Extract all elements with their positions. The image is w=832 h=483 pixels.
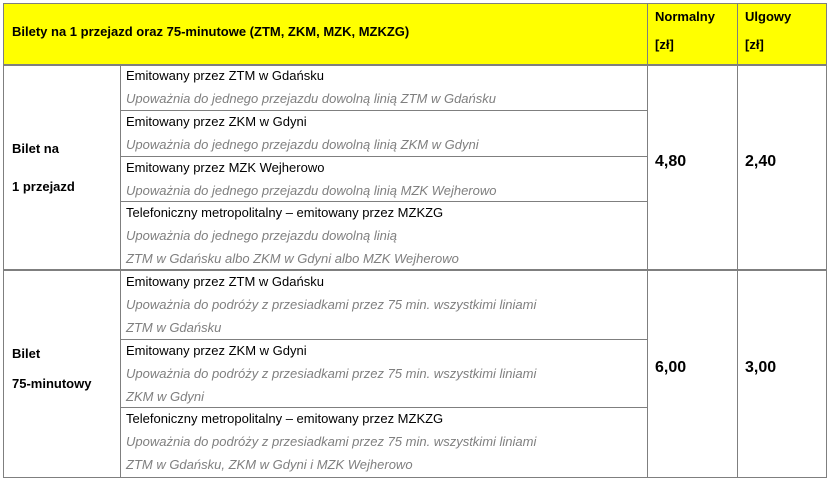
- group-label-line2: 1 przejazd: [12, 179, 75, 194]
- ticket-price-table: [3, 3, 827, 478]
- description-text: Upoważnia do podróży z przesiadkami przez 75 min. wszystkimi liniami: [126, 434, 537, 449]
- description-text: ZTM w Gdańsku: [126, 320, 222, 335]
- table-header-normal-cell: [647, 4, 737, 64]
- ticket-row-mzkzg-75min: [121, 407, 647, 476]
- description-text: ZTM w Gdańsku albo ZKM w Gdyni albo MZK Wejherowo: [126, 251, 459, 266]
- group-label-line2: 75-minutowy: [12, 376, 92, 391]
- ticket-row-zkm-75min: [121, 339, 647, 408]
- group-label-line1: Bilet na: [12, 141, 59, 156]
- ticket-row-ztm-single: [121, 64, 647, 110]
- normal-price-75min: 6,00: [655, 359, 687, 376]
- description-text: Upoważnia do podróży z przesiadkami przez 75 min. wszystkimi liniami: [126, 297, 537, 312]
- column-header-normal: Normalny: [655, 9, 715, 24]
- ticket-row-ztm-75min: [121, 270, 647, 339]
- description-text: ZTM w Gdańsku, ZKM w Gdyni i MZK Wejherowo: [126, 457, 413, 472]
- description-text: Upoważnia do jednego przejazdu dowolną linią: [126, 228, 398, 243]
- col-divider-normal: [647, 4, 648, 478]
- issuer-text: Emitowany przez ZTM w Gdańsku: [126, 274, 324, 289]
- issuer-text: Emitowany przez ZKM w Gdyni: [126, 114, 307, 129]
- reduced-price-75min: 3,00: [745, 359, 777, 376]
- table-header-title-cell: [4, 4, 647, 64]
- issuer-text: Telefoniczny metropolitalny – emitowany przez MZKZG: [126, 411, 444, 426]
- description-text: Upoważnia do jednego przejazdu dowolną linią ZTM w Gdańsku: [126, 91, 496, 106]
- normal-price-single-ride: 4,80: [655, 153, 687, 170]
- col-divider-reduced: [737, 4, 738, 478]
- description-text: Upoważnia do jednego przejazdu dowolną linią MZK Wejherowo: [126, 183, 497, 198]
- ticket-row-mzk-single: [121, 156, 647, 202]
- table-title: Bilety na 1 przejazd oraz 75-minutowe (ZTM, ZKM, MZK, MZKZG): [12, 24, 410, 39]
- description-text: Upoważnia do podróży z przesiadkami przez 75 min. wszystkimi liniami: [126, 366, 537, 381]
- reduced-price-single-ride: 2,40: [745, 153, 777, 170]
- issuer-text: Emitowany przez ZKM w Gdyni: [126, 343, 307, 358]
- issuer-text: Emitowany przez ZTM w Gdańsku: [126, 68, 324, 83]
- group-label-line1: Bilet: [12, 346, 41, 361]
- ticket-row-zkm-single: [121, 110, 647, 156]
- issuer-text: Emitowany przez MZK Wejherowo: [126, 160, 325, 175]
- group-label-75min: [4, 339, 120, 399]
- description-text: Upoważnia do jednego przejazdu dowolną linią ZKM w Gdyni: [126, 137, 479, 152]
- group-label-single-ride: [4, 134, 120, 202]
- issuer-text: Telefoniczny metropolitalny – emitowany przez MZKZG: [126, 205, 444, 220]
- column-header-reduced: Ulgowy: [745, 9, 792, 24]
- description-text: ZKM w Gdyni: [126, 389, 205, 404]
- column-header-reduced-unit: [zł]: [745, 37, 764, 52]
- column-header-normal-unit: [zł]: [655, 37, 674, 52]
- table-header-reduced-cell: [737, 4, 826, 64]
- ticket-row-mzkzg-single: [121, 201, 647, 270]
